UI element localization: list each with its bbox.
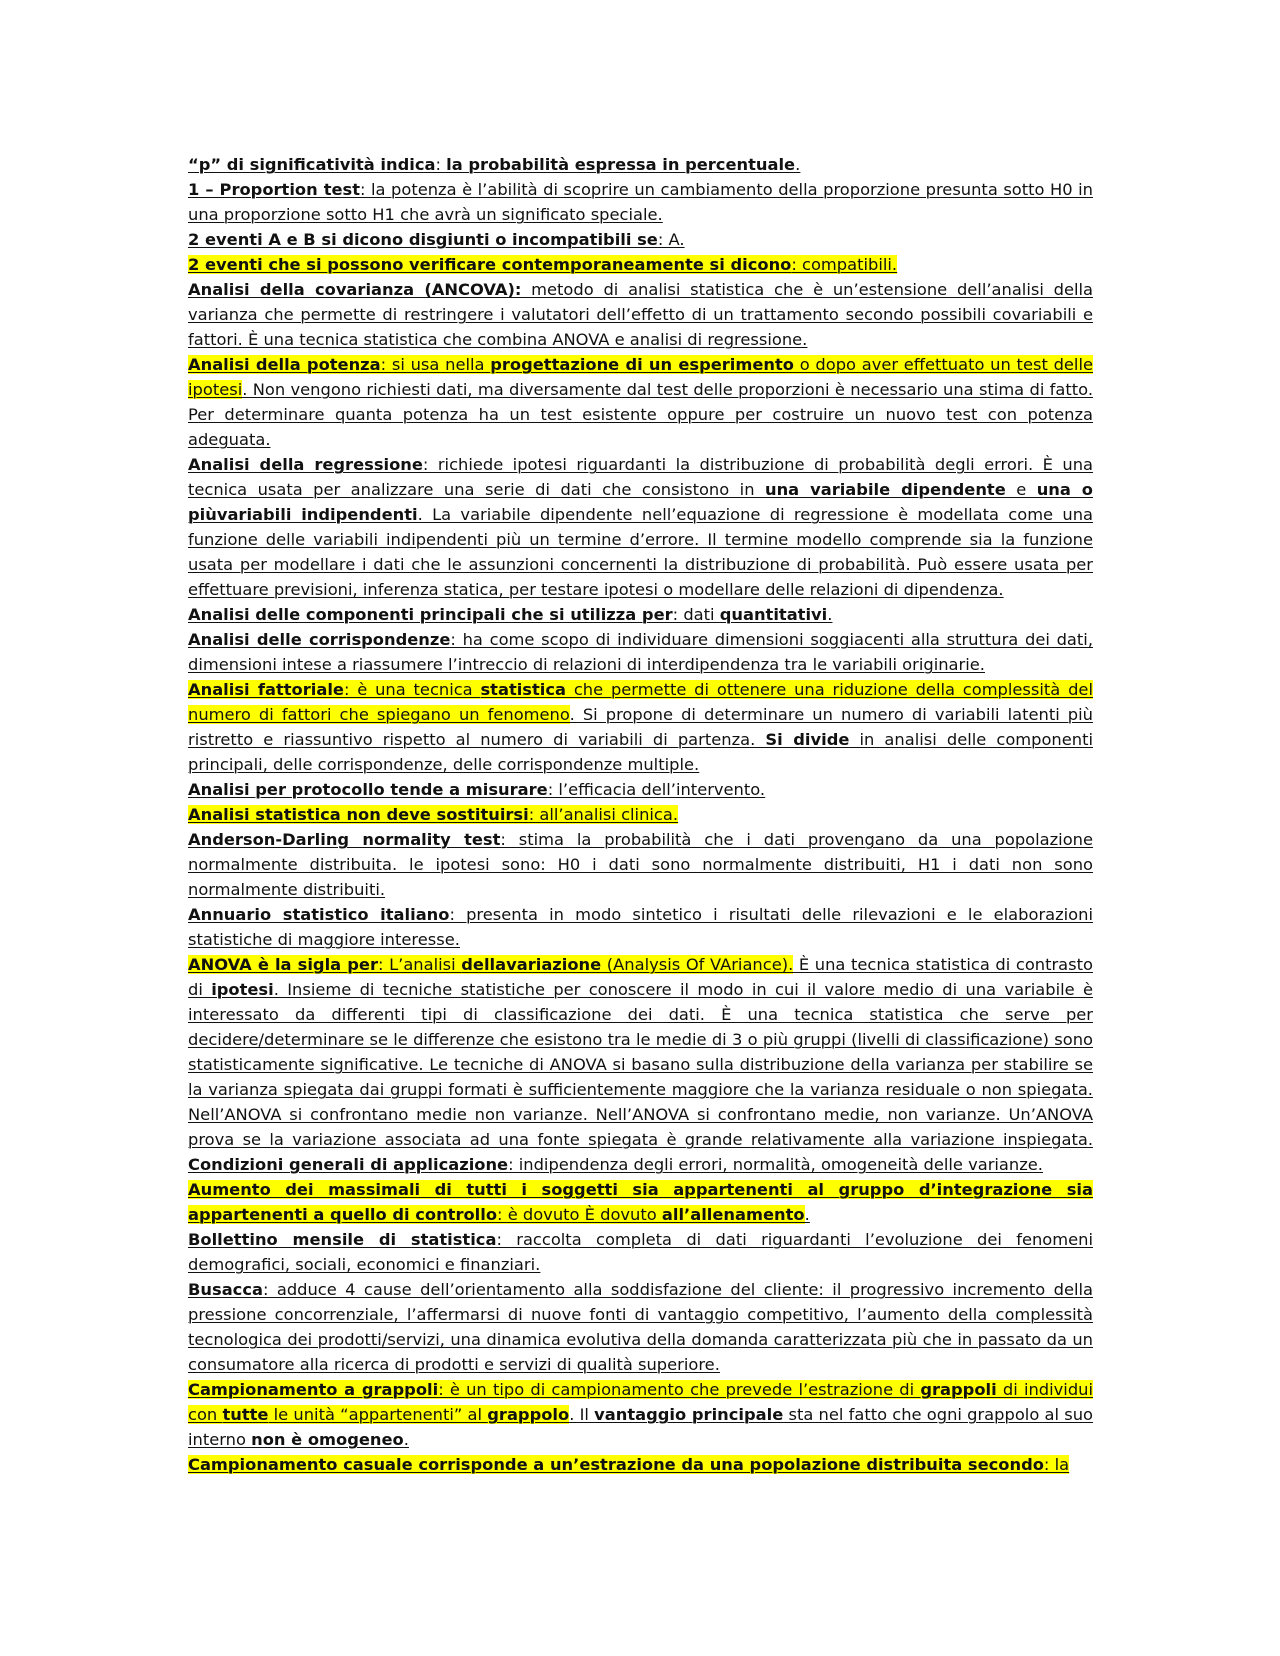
definition-text: : è dovuto È dovuto xyxy=(497,1205,662,1224)
term-text: dellavariazione xyxy=(461,955,602,974)
definition-text: o dopo aver effettuato un test delle ipotesi xyxy=(188,355,1093,399)
term-text: statistica xyxy=(480,680,567,699)
term-text: una variabile dipendente xyxy=(764,480,1006,499)
glossary-paragraph xyxy=(188,152,1093,177)
term-text: Analisi della regressione xyxy=(188,455,423,474)
term-text: Analisi fattoriale xyxy=(188,680,344,699)
term-text: quantitativi xyxy=(719,605,828,624)
definition-text: . La variabile dipendente nell’equazione di regressione è modellata come una funzione delle variabili indipendenti più un termine d’errore. Il termine modello comprende sia la funzione usata per modellare i dati che le assunzioni concernenti la distribuzione di probabilità. Può essere usata per effettuare previsioni, inferenza statica, per testare ipotesi o modellare delle relazioni di dipendenza. xyxy=(188,505,1093,599)
definition-text: : all’analisi clinica. xyxy=(528,805,679,824)
definition-text: di individui con xyxy=(188,1380,1093,1424)
term-text: non è omogeneo xyxy=(251,1430,404,1449)
term-text: Analisi delle componenti principali che si utilizza per xyxy=(188,605,673,624)
term-text: Analisi della potenza xyxy=(188,355,381,374)
term-text: ipotesi xyxy=(211,980,274,999)
term-text: 2 eventi A e B si dicono disgiunti o incompatibili se xyxy=(188,230,658,249)
definition-text: : dati xyxy=(672,605,720,624)
definition-text: : raccolta completa di dati riguardanti l’evoluzione dei fenomeni demografici, sociali, economici e finanziari. xyxy=(188,1230,1093,1274)
definition-text: . Il xyxy=(569,1405,595,1424)
definition-text: : si usa nella xyxy=(380,355,491,374)
definition-text: le unità “appartenenti” al xyxy=(268,1405,488,1424)
definition-text: . Non vengono richiesti dati, ma diversamente dal test delle proporzioni è necessario una stima di fatto. Per determinare quanta potenza ha un test esistente oppure per costruire un nuovo test con potenza adeguata. xyxy=(188,380,1093,449)
definition-text: in analisi delle componenti principali, delle corrispondenze, delle corrispondenze multiple. xyxy=(188,730,1093,774)
definition-text: È una tecnica statistica di contrasto di xyxy=(188,955,1093,999)
definition-text: : è un tipo di campionamento che prevede l’estrazione di xyxy=(438,1380,921,1399)
term-text: Annuario statistico italiano xyxy=(188,905,450,924)
term-text: 2 eventi che si possono verificare contemporaneamente si dicono xyxy=(188,255,792,274)
definition-text: . xyxy=(795,155,801,174)
glossary-paragraph xyxy=(188,1177,1093,1227)
glossary-paragraph xyxy=(188,177,1093,227)
definition-text: : ha come scopo di individuare dimensioni soggiacenti alla struttura dei dati, dimensioni intese a riassumere l’intreccio di relazioni di interdipendenza tra le variabili originarie. xyxy=(188,630,1093,674)
definition-text: : la potenza è l’abilità di scoprire un cambiamento della proporzione presunta sotto H0 in una proporzione sotto H1 che avrà un significato speciale. xyxy=(188,180,1093,224)
definition-text: : L’analisi xyxy=(377,955,462,974)
glossary-paragraph xyxy=(188,677,1093,777)
term-text: ANOVA è la sigla per xyxy=(188,955,378,974)
definition-text: : A. xyxy=(657,230,685,249)
definition-text: : è una tecnica xyxy=(343,680,481,699)
definition-text: : l’efficacia dell’intervento. xyxy=(547,780,766,799)
term-text: una o piùvariabili indipendenti xyxy=(188,480,1093,524)
term-text: Busacca xyxy=(188,1280,263,1299)
definition-text: : compatibili. xyxy=(791,255,898,274)
term-text: Si divide xyxy=(765,730,850,749)
term-text: Analisi statistica non deve sostituirsi xyxy=(188,805,529,824)
term-text: grappolo xyxy=(487,1405,570,1424)
definition-text: . Si propone di determinare un numero di variabili latenti più ristretto e riassuntivo rispetto al numero di variabili di partenza. xyxy=(188,705,1093,749)
document-body xyxy=(188,152,1093,1477)
term-text: Analisi per protocollo tende a misurare xyxy=(188,780,548,799)
term-text: grappoli xyxy=(920,1380,997,1399)
definition-text: . Insieme di tecniche statistiche per conoscere il modo in cui il valore medio di una variabile è interessato da differenti tipi di classificazione dei dati. È una tecnica statistica che serve per decidere/determinare se le differenze che esistono tra le medie di 3 o più gruppi (livelli di classificazione) sono statisticamente significative. Le tecniche di ANOVA si basano sulla distribuzione della varianza per stabilire se la varianza spiegata dai gruppi formati è sufficientemente maggiore che la varianza residuale o non spiegata. Nell’ANOVA si confrontano medie non varianze. Nell’ANOVA si confrontano medie, non varianze. Un’ANOVA prova se la variazione associata ad una fonte spiegata è grande relativamente alla variazione inspiegata. xyxy=(188,980,1093,1149)
definition-text: : xyxy=(435,155,447,174)
definition-text: . xyxy=(403,1430,409,1449)
glossary-paragraph xyxy=(188,1377,1093,1452)
term-text: all’allenamento xyxy=(661,1205,805,1224)
term-text: vantaggio principale xyxy=(594,1405,784,1424)
term-text: Campionamento a grappoli xyxy=(188,1380,439,1399)
term-text: Analisi delle corrispondenze xyxy=(188,630,451,649)
definition-text: e xyxy=(1005,480,1037,499)
definition-text: . xyxy=(827,605,833,624)
term-text: “p” di significatività indica xyxy=(188,155,436,174)
term-text: progettazione di un esperimento xyxy=(490,355,794,374)
term-text: tutte xyxy=(222,1405,269,1424)
glossary-paragraph xyxy=(188,452,1093,602)
term-text: Aumento dei massimali di tutti i soggetti sia appartenenti al gruppo d’integrazione sia appartenenti a quello di controllo xyxy=(188,1180,1093,1224)
glossary-paragraph xyxy=(188,602,1093,627)
glossary-paragraph xyxy=(188,902,1093,952)
term-text: Bollettino mensile di statistica xyxy=(188,1230,497,1249)
glossary-paragraph xyxy=(188,1277,1093,1377)
definition-text: : stima la probabilità che i dati provengano da una popolazione normalmente distribuita. le ipotesi sono: H0 i dati sono normalmente distribuiti, H1 i dati non sono normalmente distribuiti. xyxy=(188,830,1094,899)
definition-text: che permette di ottenere una riduzione della complessità del numero di fattori che spiegano un fenomeno xyxy=(188,680,1093,724)
term-text: Analisi della covarianza (ANCOVA): xyxy=(188,280,522,299)
glossary-paragraph xyxy=(188,777,1093,802)
glossary-paragraph xyxy=(188,1227,1093,1277)
term-text: 1 – Proportion test xyxy=(188,180,360,199)
glossary-paragraph xyxy=(188,352,1093,452)
term-text: la probabilità espressa in percentuale xyxy=(446,155,796,174)
glossary-paragraph xyxy=(188,227,1093,252)
definition-text: : richiede ipotesi riguardanti la distribuzione di probabilità degli errori. È una tecnica usata per analizzare una serie di dati che consistono in xyxy=(188,455,1094,499)
glossary-paragraph xyxy=(188,1452,1093,1477)
term-text: Condizioni generali di applicazione xyxy=(188,1155,509,1174)
term-text: Anderson-Darling normality test xyxy=(188,830,501,849)
definition-text: : presenta in modo sintetico i risultati delle rilevazioni e le elaborazioni statistiche di maggiore interesse. xyxy=(188,905,1093,949)
definition-text: metodo di analisi statistica che è un’estensione dell’analisi della varianza che permette di restringere i valutatori dell’effetto di un trattamento secondo possibili covariabili e fattori. È una tecnica statistica che combina ANOVA e analisi di regressione. xyxy=(188,280,1093,349)
definition-text: : indipendenza degli errori, normalità, omogeneità delle varianze. xyxy=(508,1155,1043,1174)
definition-text: (Analysis Of VAriance). xyxy=(601,955,794,974)
glossary-paragraph xyxy=(188,252,1093,277)
definition-text: : la xyxy=(1043,1455,1070,1474)
glossary-paragraph xyxy=(188,802,1093,827)
glossary-paragraph xyxy=(188,952,1093,1177)
glossary-paragraph xyxy=(188,827,1093,902)
glossary-paragraph xyxy=(188,277,1093,352)
definition-text: : adduce 4 cause dell’orientamento alla soddisfazione del cliente: il progressivo incremento della pressione concorrenziale, l’affermarsi di nuove fonti di vantaggio competitivo, l’aumento della complessità tecnologica dei prodotti/servizi, una dinamica evolutiva della domanda caratterizzata più che in passato da un consumatore alla ricerca di prodotti e servizi di qualità superiore. xyxy=(188,1280,1093,1374)
definition-text: sta nel fatto che ogni grappolo al suo interno xyxy=(188,1405,1093,1449)
glossary-paragraph xyxy=(188,627,1093,677)
definition-text: . xyxy=(804,1205,810,1224)
term-text: Campionamento casuale corrisponde a un’estrazione da una popolazione distribuita secondo xyxy=(188,1455,1044,1474)
